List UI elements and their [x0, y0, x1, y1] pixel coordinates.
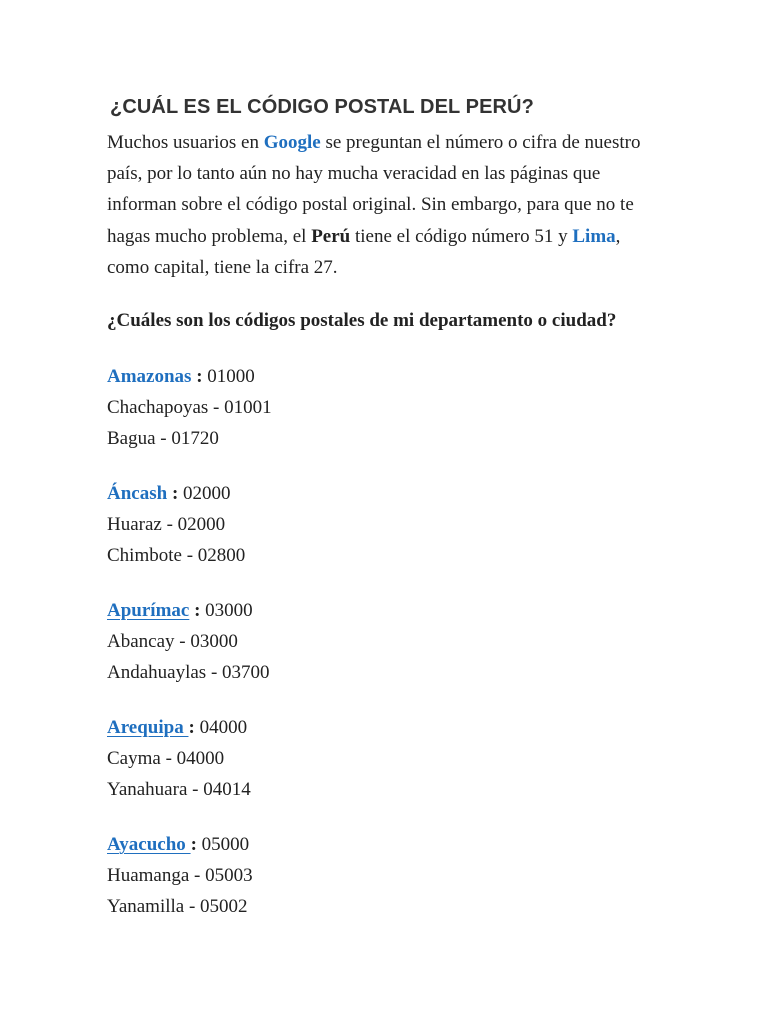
city-entry: Abancay - 03000	[107, 631, 238, 653]
department-link-amazonas[interactable]: Amazonas	[107, 366, 197, 387]
city-entry: Bagua - 01720	[107, 428, 219, 450]
intro-text-4: , como capital, tiene la cifra 27.	[107, 225, 621, 278]
city-entry: Huamanga - 05003	[107, 865, 253, 887]
department-amazonas	[107, 361, 272, 455]
department-arequipa	[107, 712, 251, 806]
lima-link[interactable]: Lima	[572, 225, 616, 247]
intro-text-1: Muchos usuarios en	[107, 132, 264, 153]
department-link-apurimac[interactable]: Apurímac	[107, 600, 190, 621]
department-code: 05000	[196, 834, 250, 855]
department-ayacucho	[107, 829, 253, 923]
department-link-arequipa[interactable]: Arequipa	[107, 717, 189, 738]
intro-text-3: tiene el código número 51 y	[350, 225, 573, 247]
city-entry: Andahuaylas - 03700	[107, 662, 270, 684]
city-entry: Huaraz - 02000	[107, 514, 226, 536]
department-separator: :	[189, 600, 201, 621]
department-separator: :	[188, 717, 195, 738]
department-heading	[107, 595, 270, 626]
intro-paragraph	[107, 127, 667, 283]
city-entry: Yanahuara - 04014	[107, 779, 251, 801]
department-code: 03000	[200, 600, 253, 621]
department-heading	[107, 361, 272, 392]
department-heading	[107, 829, 253, 860]
city-entry: Cayma - 04000	[107, 748, 225, 770]
department-separator: :	[190, 834, 197, 855]
department-link-ayacucho[interactable]: Ayacucho	[107, 834, 191, 855]
department-apurimac	[107, 595, 270, 689]
peru-bold: Perú	[311, 225, 351, 247]
department-heading	[107, 478, 245, 509]
city-entry: Yanamilla - 05002	[107, 896, 248, 918]
department-link-ancash[interactable]: Áncash	[107, 483, 172, 504]
city-entry: Chachapoyas - 01001	[107, 397, 272, 419]
city-entry: Chimbote - 02800	[107, 545, 246, 567]
department-code: 04000	[194, 717, 248, 738]
department-separator: :	[196, 366, 203, 387]
department-separator: :	[171, 483, 179, 504]
section-question: ¿Cuáles son los códigos postales de mi departamento o ciudad?	[107, 310, 617, 331]
page-title: ¿CUÁL ES EL CÓDIGO POSTAL DEL PERÚ?	[110, 96, 534, 118]
department-heading	[107, 712, 251, 743]
department-code: 02000	[178, 483, 231, 504]
department-ancash	[107, 478, 245, 572]
google-link[interactable]: Google	[263, 132, 321, 153]
intro-text-2: se preguntan el número o cifra de nuestro país, por lo tanto aún no hay mucha veracidad en las páginas que informan sobre el código postal original. Sin embargo, para que no te hagas mucho problema, el	[107, 132, 641, 247]
department-code: 01000	[202, 366, 255, 387]
